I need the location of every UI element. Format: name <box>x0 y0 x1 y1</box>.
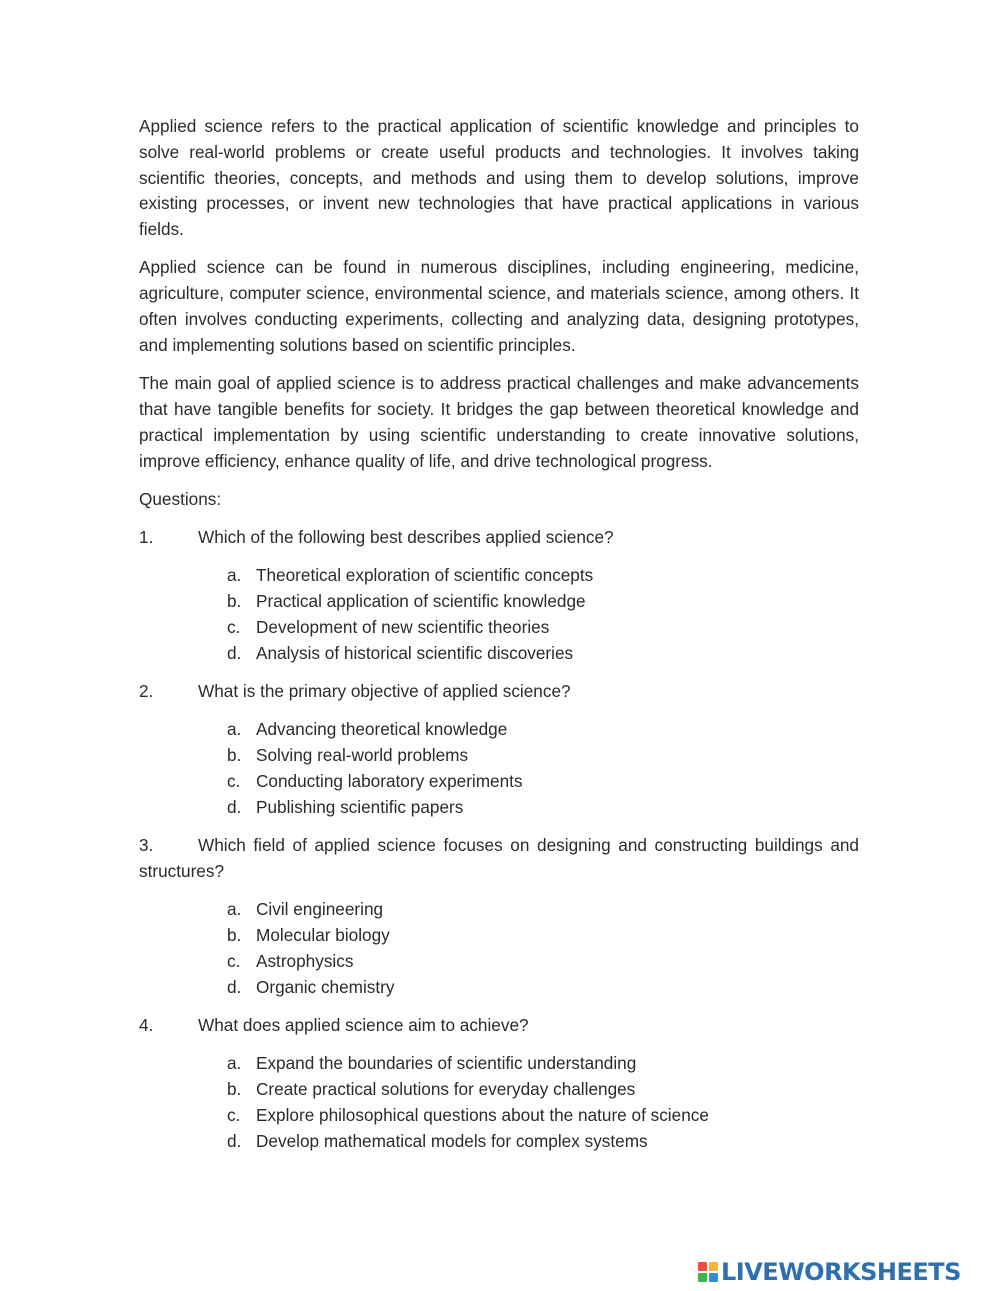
options-list-3 <box>139 897 859 1000</box>
option-text: Develop mathematical models for complex systems <box>256 1130 648 1151</box>
option-letter: b. <box>227 1079 242 1099</box>
option-item[interactable] <box>139 563 859 589</box>
option-text: Civil engineering <box>256 899 384 920</box>
option-letter: c. <box>227 617 241 638</box>
question-number: 4. <box>139 1014 154 1035</box>
option-letter: b. <box>227 591 242 612</box>
option-letter: a. <box>227 1053 242 1074</box>
option-item[interactable] <box>139 1103 859 1129</box>
option-text: Create practical solutions for everyday challenges <box>256 1079 636 1099</box>
option-item[interactable] <box>139 975 859 1001</box>
options-list-2 <box>139 717 859 820</box>
option-item[interactable] <box>139 1077 859 1103</box>
worksheet-content <box>139 114 859 1167</box>
options-list-4 <box>139 1051 859 1154</box>
option-letter: b. <box>227 745 242 766</box>
option-text: Expand the boundaries of scientific understanding <box>256 1053 637 1074</box>
question-text: What does applied science aim to achieve? <box>198 1014 529 1035</box>
option-item[interactable] <box>139 897 859 923</box>
option-text: Publishing scientific papers <box>256 796 464 817</box>
option-letter: a. <box>227 899 242 920</box>
option-item[interactable] <box>139 589 859 615</box>
option-text: Explore philosophical questions about the nature of science <box>256 1104 709 1125</box>
option-item[interactable] <box>139 1051 859 1077</box>
option-item[interactable] <box>139 1129 859 1155</box>
logo-block <box>698 1273 707 1282</box>
question-2 <box>139 679 859 705</box>
option-item[interactable] <box>139 641 859 667</box>
option-text: Astrophysics <box>256 950 354 971</box>
intro-paragraph: The main goal of applied science is to address practical challenges and make advancements that have tangible benefits for society. It bridges the gap between theoretical knowledge and practical implementation by using scientific understanding to create innovative solutions, improve efficiency, enhance quality of life, and drive technological progress. <box>139 373 859 471</box>
questions-heading: Questions: <box>139 488 222 509</box>
option-letter: c. <box>227 950 241 971</box>
intro-paragraph: Applied science can be found in numerous disciplines, including engineering, medicine, agriculture, computer science, environmental science, and materials science, among others. It often involves conducting experiments, collecting and analyzing data, designing prototypes, and implementing solutions based on scientific principles. <box>139 257 859 355</box>
option-letter: d. <box>227 1130 242 1151</box>
option-item[interactable] <box>139 743 859 769</box>
option-item[interactable] <box>139 949 859 975</box>
option-letter: a. <box>227 565 242 586</box>
option-text: Analysis of historical scientific discoveries <box>256 642 574 663</box>
option-text: Conducting laboratory experiments <box>256 771 523 792</box>
logo-block <box>709 1262 718 1271</box>
option-item[interactable] <box>139 795 859 821</box>
options-list-1 <box>139 563 859 666</box>
question-number: 2. <box>139 681 154 702</box>
option-letter: c. <box>227 771 241 792</box>
option-item[interactable] <box>139 923 859 949</box>
question-text: What is the primary objective of applied science? <box>198 681 571 702</box>
logo-blocks-icon <box>698 1262 718 1282</box>
option-letter: a. <box>227 719 242 740</box>
option-text: Advancing theoretical knowledge <box>256 719 508 740</box>
option-letter: b. <box>227 925 242 946</box>
option-text: Theoretical exploration of scientific concepts <box>256 565 594 586</box>
question-text: Which field of applied science focuses on designing and constructing buildings and structures? <box>139 835 859 881</box>
logo-text: LIVEWORKSHEETS <box>721 1258 961 1286</box>
option-text: Organic chemistry <box>256 976 395 997</box>
option-item[interactable] <box>139 769 859 795</box>
option-text: Practical application of scientific knowledge <box>256 591 586 612</box>
option-text: Development of new scientific theories <box>256 617 550 638</box>
option-text: Molecular biology <box>256 925 390 946</box>
option-letter: d. <box>227 642 242 663</box>
question-4 <box>139 1013 859 1039</box>
option-letter: d. <box>227 796 242 817</box>
logo-block <box>698 1262 707 1271</box>
logo-block <box>709 1273 718 1282</box>
question-number: 1. <box>139 527 154 548</box>
option-letter: d. <box>227 976 242 997</box>
question-number: 3. <box>139 835 154 856</box>
liveworksheets-logo[interactable] <box>698 1257 961 1287</box>
question-text: Which of the following best describes applied science? <box>198 527 614 548</box>
question-1 <box>139 525 859 551</box>
question-3 <box>139 833 859 885</box>
option-item[interactable] <box>139 615 859 641</box>
option-item[interactable] <box>139 717 859 743</box>
option-letter: c. <box>227 1104 241 1125</box>
intro-paragraph: Applied science refers to the practical application of scientific knowledge and principles to solve real-world problems or create useful products and technologies. It involves taking scientific theories, concepts, and methods and using them to develop solutions, improve existing processes, or invent new technologies that have practical applications in various fields. <box>139 116 859 240</box>
option-text: Solving real-world problems <box>256 745 469 766</box>
